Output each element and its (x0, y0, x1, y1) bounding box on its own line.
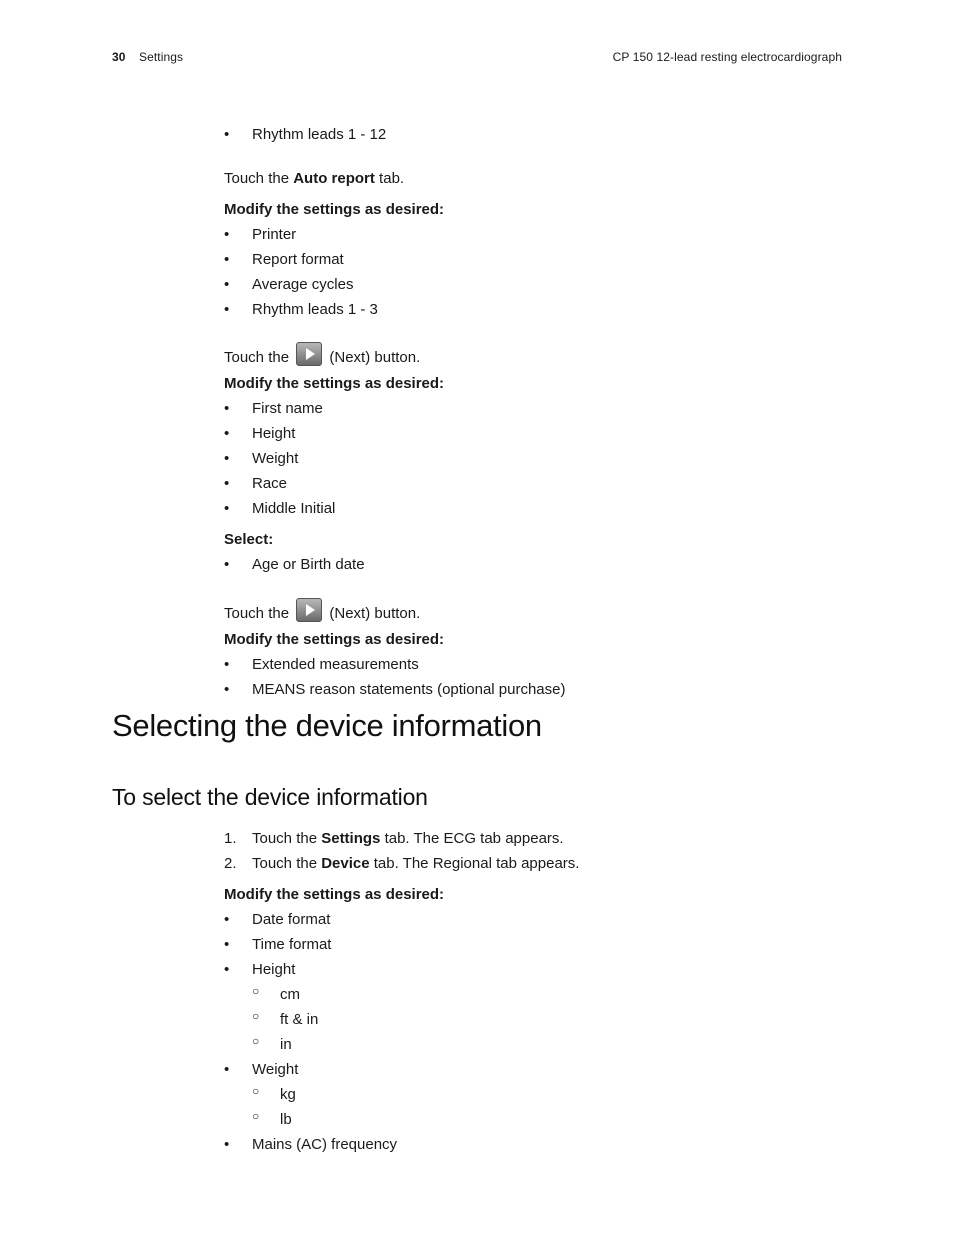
bullet-icon: • (224, 556, 230, 573)
next-arrow-icon (296, 598, 322, 622)
modify-heading: Modify the settings as desired: (224, 631, 445, 648)
modify-heading: Modify the settings as desired: (224, 886, 445, 903)
bullet-icon: • (224, 961, 230, 978)
bullet-icon: • (224, 301, 230, 318)
bullet-icon: • (224, 400, 230, 417)
instruction-auto-report: Touch the Auto report tab. (224, 170, 405, 187)
bullet-icon: • (224, 911, 230, 928)
bullet-icon: • (224, 475, 230, 492)
bullet-icon: • (224, 425, 230, 442)
bullet-icon: • (224, 1136, 230, 1153)
circle-bullet-icon: ○ (252, 1084, 260, 1098)
instruction-next-2: Touch the (Next) button. (224, 598, 420, 624)
circle-bullet-icon: ○ (252, 1109, 260, 1123)
circle-bullet-icon: ○ (252, 984, 260, 998)
subsection-heading: To select the device information (112, 784, 428, 810)
next-arrow-icon (296, 342, 322, 366)
bullet-icon: • (224, 936, 230, 953)
section-heading: Selecting the device information (112, 708, 542, 743)
bullet-icon: • (224, 226, 230, 243)
bullet-icon: • (224, 126, 230, 143)
bullet-icon: • (224, 1061, 230, 1078)
page-header-left (112, 50, 183, 64)
select-heading: Select: (224, 531, 274, 548)
modify-heading: Modify the settings as desired: (224, 375, 445, 392)
bullet-icon: • (224, 251, 230, 268)
circle-bullet-icon: ○ (252, 1034, 260, 1048)
bullet-icon: • (224, 450, 230, 467)
instruction-next-1: Touch the (Next) button. (224, 342, 420, 368)
bullet-icon: • (224, 656, 230, 673)
header-doc-title: CP 150 12-lead resting electrocardiograph (612, 50, 842, 64)
circle-bullet-icon: ○ (252, 1009, 260, 1023)
bullet-icon: • (224, 276, 230, 293)
header-section: Settings (139, 50, 184, 64)
bullet-icon: • (224, 500, 230, 517)
modify-heading: Modify the settings as desired: (224, 201, 445, 218)
bullet-icon: • (224, 681, 230, 698)
page-number: 30 (112, 50, 126, 64)
